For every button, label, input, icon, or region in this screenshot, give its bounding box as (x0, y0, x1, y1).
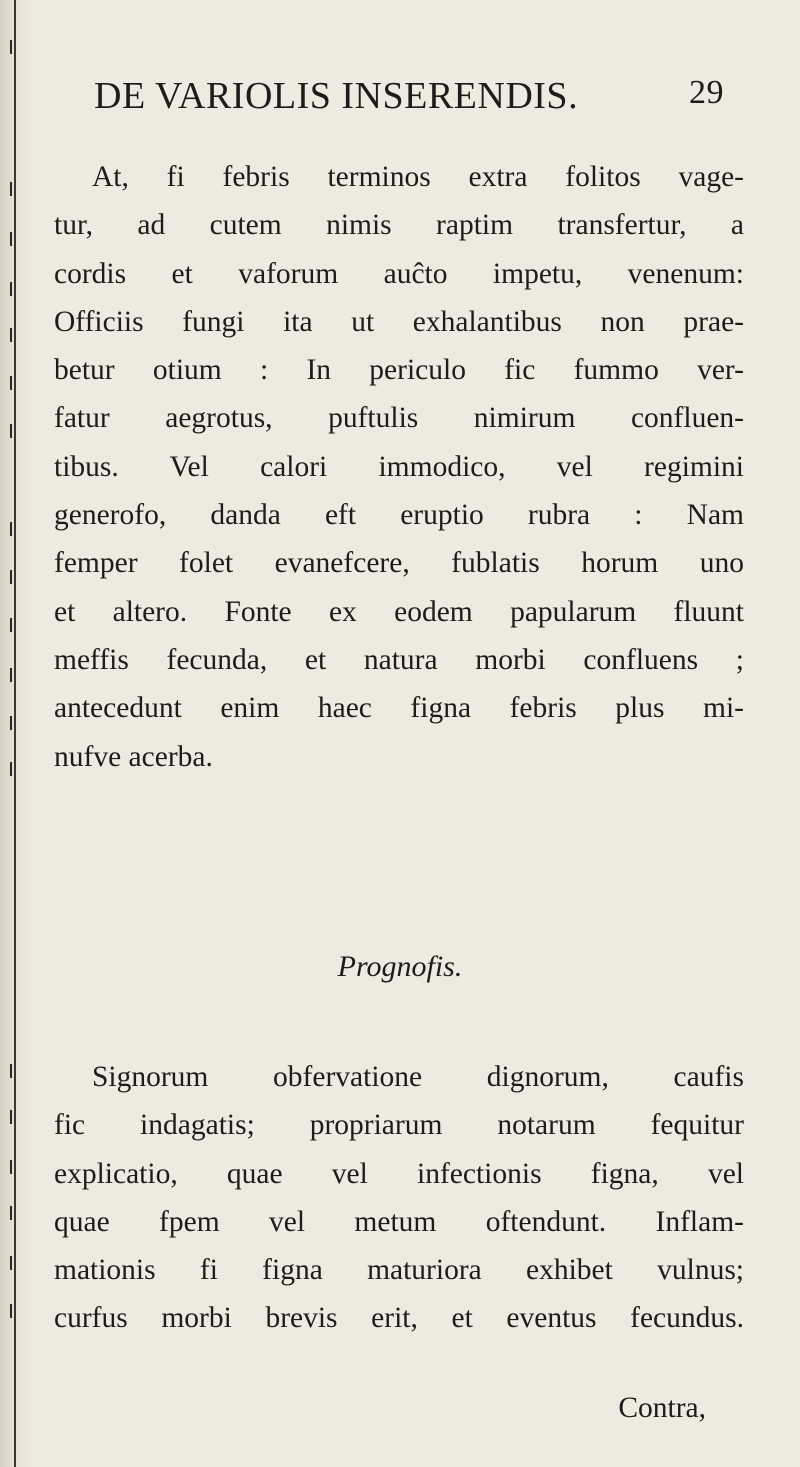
text-line: Officiis fungi ita ut exhalantibus non prae- (54, 305, 744, 338)
catchword: Contra, (618, 1392, 706, 1424)
edge-fragment (2, 1064, 12, 1078)
edge-fragment (2, 668, 12, 682)
edge-fragment (2, 716, 12, 730)
edge-fragment (2, 522, 12, 536)
edge-fragment (2, 328, 12, 342)
text-line: meffis fecunda, et natura morbi confluens ; (54, 643, 744, 676)
text-line: explicatio, quae vel infectionis figna, vel (54, 1157, 744, 1190)
edge-fragment (2, 762, 12, 776)
edge-fragment (2, 570, 12, 584)
edge-fragment (2, 1206, 12, 1220)
section-heading: Prognofis. (337, 950, 463, 983)
edge-fragment (2, 40, 12, 54)
binding-edge (14, 0, 16, 1467)
edge-fragment (2, 618, 12, 632)
text-line: cordis et vaforum auĉto impetu, venenum: (54, 257, 744, 290)
running-head (94, 74, 724, 118)
edge-fragment (2, 1256, 12, 1270)
paragraph-2 (54, 1053, 744, 1343)
text-line: generofo, danda eft eruptio rubra : Nam (54, 499, 744, 532)
edge-fragment (2, 1160, 12, 1174)
text-line: curfus morbi brevis erit, et eventus fecundus. (54, 1302, 744, 1335)
text-line: quae fpem vel metum oftendunt. Inflam- (54, 1205, 744, 1238)
text-line: Signorum obfervatione dignorum, caufis (92, 1061, 744, 1093)
text-line: et altero. Fonte ex eodem papularum fluunt (54, 595, 744, 628)
page-number: 29 (689, 74, 724, 111)
paragraph-1 (54, 153, 744, 781)
running-head-title: DE VARIOLIS INSERENDIS. (94, 75, 579, 117)
edge-fragment (2, 376, 12, 390)
edge-fragment (2, 1304, 12, 1318)
edge-fragment (2, 424, 12, 438)
text-line: tibus. Vel calori immodico, vel regimini (54, 450, 744, 483)
text-line: tur, ad cutem nimis raptim transfertur, a (54, 209, 744, 242)
text-line: antecedunt enim haec figna febris plus mi- (54, 692, 744, 725)
edge-fragment (2, 282, 12, 296)
edge-fragment (2, 1110, 12, 1124)
text-line: nufve acerba. (54, 740, 213, 773)
text-line: femper folet evanefcere, fublatis horum uno (54, 547, 744, 580)
edge-fragment (2, 232, 12, 246)
text-line: fatur aegrotus, puftulis nimirum confluen- (54, 402, 744, 435)
edge-fragment (2, 182, 12, 196)
text-line: mationis fi figna maturiora exhibet vulnus; (54, 1254, 744, 1287)
text-line: fic indagatis; propriarum notarum fequitur (54, 1109, 744, 1142)
text-line: betur otium : In periculo fic fummo ver- (54, 354, 744, 387)
text-line: At, fi febris terminos extra folitos vage- (92, 161, 744, 193)
binding-gutter (0, 0, 34, 1467)
